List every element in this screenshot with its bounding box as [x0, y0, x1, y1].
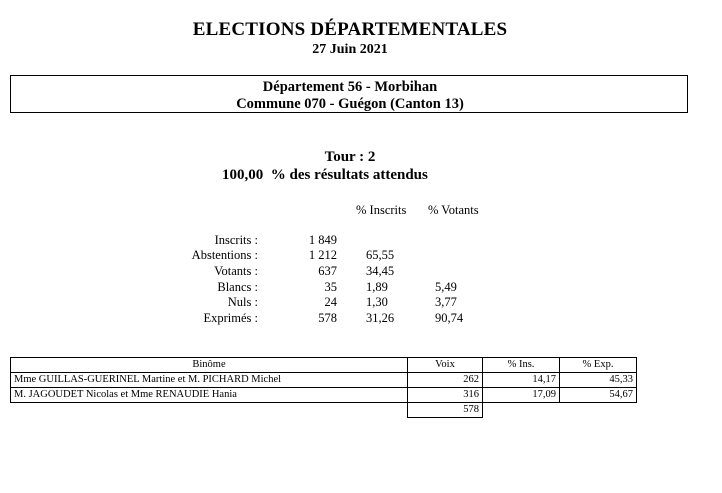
stat-label-blancs: Blancs :	[217, 280, 258, 294]
table-total-row	[11, 403, 637, 418]
total-spacer	[483, 403, 560, 418]
binome-pct-exp: 45,33	[560, 373, 637, 388]
stat-value-votants: 637	[318, 264, 337, 278]
stat-value-blancs: 35	[324, 280, 337, 294]
stat-pct-inscrits-nuls: 1,30	[366, 295, 388, 309]
binome-name: Mme GUILLAS-GUERINEL Martine et M. PICHARD Michel	[11, 373, 408, 388]
results-expected-label: 100,00 % des résultats attendus	[222, 167, 428, 183]
stat-label-nuls: Nuls :	[227, 295, 258, 309]
stat-label-inscrits: Inscrits :	[214, 233, 258, 247]
col-header-pct-votants: % Votants	[428, 203, 479, 217]
binome-pct-ins: 17,09	[483, 388, 560, 403]
commune-label: Commune 070 - Guégon (Canton 13)	[236, 96, 464, 112]
stat-pct-votants-blancs: 5,49	[435, 280, 457, 294]
stat-value-abstentions: 1 212	[308, 248, 337, 262]
header-voix: Voix	[408, 358, 483, 373]
binome-voix: 262	[408, 373, 483, 388]
binome-pct-ins: 14,17	[483, 373, 560, 388]
binome-voix: 316	[408, 388, 483, 403]
stat-pct-inscrits-blancs: 1,89	[366, 280, 388, 294]
header-binome: Binôme	[11, 358, 408, 373]
table-header-row	[11, 358, 637, 373]
stat-value-nuls: 24	[324, 295, 337, 309]
tour-label: Tour : 2	[324, 149, 376, 165]
departement-label: Département 56 - Morbihan	[262, 79, 438, 95]
stat-pct-inscrits-votants: 34,45	[366, 264, 395, 278]
stat-value-exprimes: 578	[318, 311, 337, 325]
total-spacer	[560, 403, 637, 418]
page-title: ELECTIONS DÉPARTEMENTALES	[192, 19, 508, 40]
header-pct-exp: % Exp.	[560, 358, 637, 373]
election-date: 27 Juin 2021	[312, 42, 388, 57]
stat-pct-votants-nuls: 3,77	[435, 295, 457, 309]
binome-name: M. JAGOUDET Nicolas et Mme RENAUDIE Hania	[11, 388, 408, 403]
stat-label-votants: Votants :	[214, 264, 258, 278]
stat-pct-votants-exprimes: 90,74	[435, 311, 464, 325]
total-spacer	[11, 403, 408, 418]
table-row	[11, 388, 637, 403]
stat-value-inscrits: 1 849	[308, 233, 337, 247]
binome-pct-exp: 54,67	[560, 388, 637, 403]
header-pct-ins: % Ins.	[483, 358, 560, 373]
stat-pct-inscrits-abstentions: 65,55	[366, 248, 395, 262]
total-voix: 578	[408, 403, 483, 418]
table-row	[11, 373, 637, 388]
stat-label-exprimes: Exprimés :	[203, 311, 258, 325]
col-header-pct-inscrits: % Inscrits	[356, 203, 407, 217]
stat-label-abstentions: Abstentions :	[191, 248, 258, 262]
stat-pct-inscrits-exprimes: 31,26	[366, 311, 395, 325]
results-table	[10, 357, 637, 418]
